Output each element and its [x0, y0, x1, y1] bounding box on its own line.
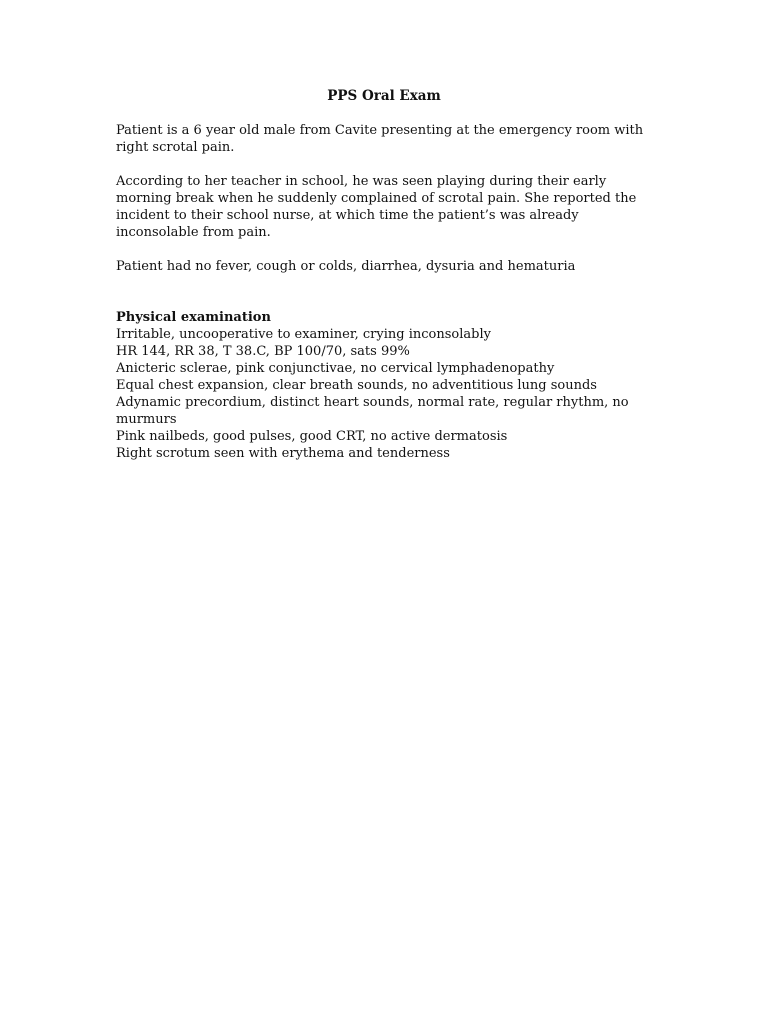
exam-line-chest: Equal chest expansion, clear breath sounds, no adventitious lung sounds: [116, 378, 597, 393]
paragraph-review-of-systems: Patient had no fever, cough or colds, diarrhea, dysuria and hematuria: [116, 259, 576, 274]
physical-exam-heading: Physical examination: [116, 310, 271, 325]
physical-exam-section: [116, 309, 656, 462]
exam-line-vitals: HR 144, RR 38, T 38.C, BP 100/70, sats 99%: [116, 344, 410, 359]
exam-line-extremities: Pink nailbeds, good pulses, good CRT, no active dermatosis: [116, 429, 508, 444]
document-title: PPS Oral Exam: [327, 88, 441, 104]
exam-line-heart: Adynamic precordium, distinct heart sounds, normal rate, regular rhythm, no murmurs: [116, 395, 629, 427]
exam-line-heent: Anicteric sclerae, pink conjunctivae, no cervical lymphadenopathy: [116, 361, 555, 376]
exam-line-genitalia: Right scrotum seen with erythema and tenderness: [116, 446, 450, 461]
exam-line-general: Irritable, uncooperative to examiner, crying inconsolably: [116, 327, 491, 342]
paragraph-presentation: Patient is a 6 year old male from Cavite presenting at the emergency room with right scrotal pain.: [116, 123, 644, 155]
paragraph-history: According to her teacher in school, he was seen playing during their early morning break when he suddenly complained of scrotal pain. She reported the incident to their school nurse, at which time the patient’s was already inconsolable from pain.: [116, 174, 637, 240]
spacer: [116, 292, 656, 309]
document-body: [116, 122, 656, 462]
